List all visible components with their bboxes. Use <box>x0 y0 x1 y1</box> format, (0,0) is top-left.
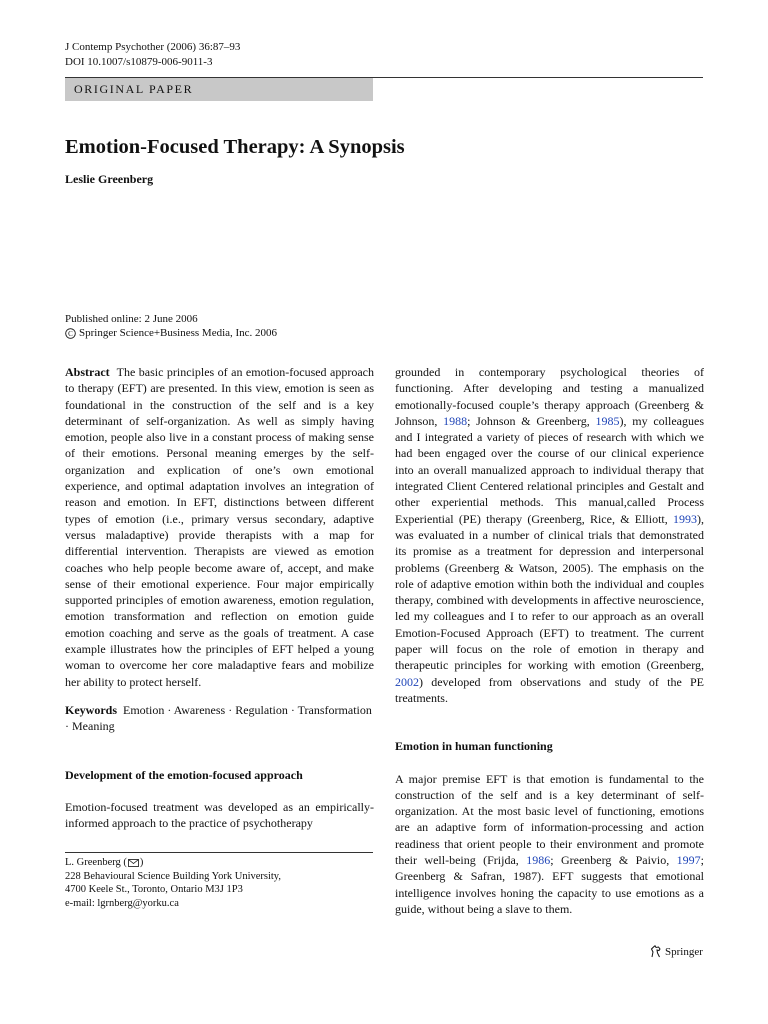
para-text: grounded in contemporary psychological theories of functioning. After developing and testing a manualized emotionally-focused couple’s therapy approach (Greenberg & Johnson, <box>395 365 704 428</box>
citation-link[interactable]: 1997 <box>676 853 701 868</box>
citation-link[interactable]: 1988 <box>443 413 468 428</box>
category-label: ORIGINAL PAPER <box>74 82 194 96</box>
para-text: ), my colleagues and I integrated a variety of pieces of research with which we had been engaged over the course of our clinical experience into an overall manualized approach to individual therapy that integrated Client Centered relational principles and Gestalt and other experiential methods. This manual,called Process Experiential (PE) therapy (Greenberg, Rice, & Elliott, <box>395 413 704 526</box>
citation-link[interactable]: 1993 <box>673 511 697 526</box>
author-footnote <box>65 856 281 910</box>
journal-citation: J Contemp Psychother (2006) 36:87–93 <box>65 41 241 53</box>
footnote-name-text: L. Greenberg ( <box>65 857 127 868</box>
section-text-development: Emotion-focused treatment was developed as an empirically-informed approach to the practice of psychotherapy <box>65 799 374 831</box>
citation-link[interactable]: 1985 <box>595 413 620 428</box>
right-column <box>395 364 704 917</box>
footnote-name <box>65 856 281 870</box>
footnote-address-line1: 228 Behavioural Science Building York University, <box>65 870 282 882</box>
para-text: ; Greenberg & Safran, 1987). EFT suggests that emotional intelligence involves honing the capacity to use emotions as a guide, without being a slave to them. <box>395 853 705 916</box>
envelope-icon <box>128 859 139 867</box>
abstract-label: Abstract <box>65 365 110 379</box>
left-column <box>65 364 374 831</box>
section-heading-emotion: Emotion in human functioning <box>395 739 553 754</box>
author-name: Leslie Greenberg <box>65 172 154 186</box>
footnote-name-close: ) <box>139 857 144 868</box>
keywords-text: Emotion · Awareness · Regulation · Transformation · Meaning <box>65 703 372 734</box>
publisher-logo <box>650 945 703 958</box>
paragraph-development-continued <box>395 364 704 706</box>
section-heading-development: Development of the emotion-focused approach <box>65 767 303 782</box>
citation-link[interactable]: 2002 <box>395 674 419 689</box>
copyright-icon <box>65 328 76 339</box>
para-text: ) developed from observations and study of the PE treatments. <box>395 674 704 705</box>
paragraph-emotion <box>395 771 704 918</box>
footnote-email[interactable]: e-mail: lgrnberg@yorku.ca <box>65 897 179 909</box>
copyright-line <box>65 326 277 340</box>
springer-horse-icon <box>650 945 662 958</box>
footnote-address-line2: 4700 Keele St., Toronto, Ontario M3J 1P3 <box>65 884 243 896</box>
doi: DOI 10.1007/s10879-006-9011-3 <box>65 56 213 68</box>
paper-title: Emotion-Focused Therapy: A Synopsis <box>65 136 405 158</box>
publisher-name: Springer <box>665 945 703 958</box>
para-text: ; Johnson & Greenberg, <box>467 413 596 428</box>
category-band <box>65 78 373 101</box>
para-text: A major premise EFT is that emotion is fundamental to the construction of the self and is a key determinant of self-organization. At the most basic level of functioning, emotions are an adaptive form of information-processing and action readiness that orient people to their environment and promote their well-being (Frijda, <box>395 771 704 868</box>
keywords-label: Keywords <box>65 703 117 717</box>
copyright-text: Springer Science+Business Media, Inc. 2006 <box>79 327 278 339</box>
published-date: Published online: 2 June 2006 <box>65 313 198 325</box>
abstract-text: The basic principles of an emotion-focused approach to therapy (EFT) are presented. In this view, emotion is seen as foundational in the construction of the self and is a key determinant of self-organization. As well as simply having emotion, people also live in a constant process of making sense of their emotions. Personal meaning emerges by the self-organization and explication of one’s own emotional experience, and optimal adaptation involves an integration of reason and emotion. In EFT, distinctions between different types of emotion (i.e., primary versus secondary, adaptive versus maladaptive) provide therapists with a map for differential intervention. Therapists are viewed as emotion coaches who help people become aware of, accept, and make sense of their emotional experience. Four major empirically supported principles of emotion awareness, emotion regulation, emotion transformation and reflection on emotion guide emotion coaching and serve as the goals of treatment. A case example illustrates how the principles of EFT helped a young woman to overcome her core maladaptive fears and mobilize her ability to protect herself. <box>65 365 375 689</box>
keywords <box>65 702 374 735</box>
citation-link[interactable]: 1986 <box>526 853 551 868</box>
para-text: ; Greenberg & Paivio, <box>550 853 677 868</box>
abstract <box>65 364 375 689</box>
footnote-rule <box>65 852 373 853</box>
para-text: ), was evaluated in a number of clinical trials that demonstrated its promise as a treatment for depression and interpersonal problems (Greenberg & Watson, 2005). The emphasis on the role of adaptive emotion within both the individual and couples therapy, combined with developments in affective neuroscience, led my colleagues and I to refer to our approach as an overall Emotion-Focused Approach (EFT) to treatment. The current paper will focus on the role of emotion in therapy and therapeutic principles for working with emotion (Greenberg, <box>395 511 704 673</box>
svg-text:C: C <box>68 329 73 338</box>
